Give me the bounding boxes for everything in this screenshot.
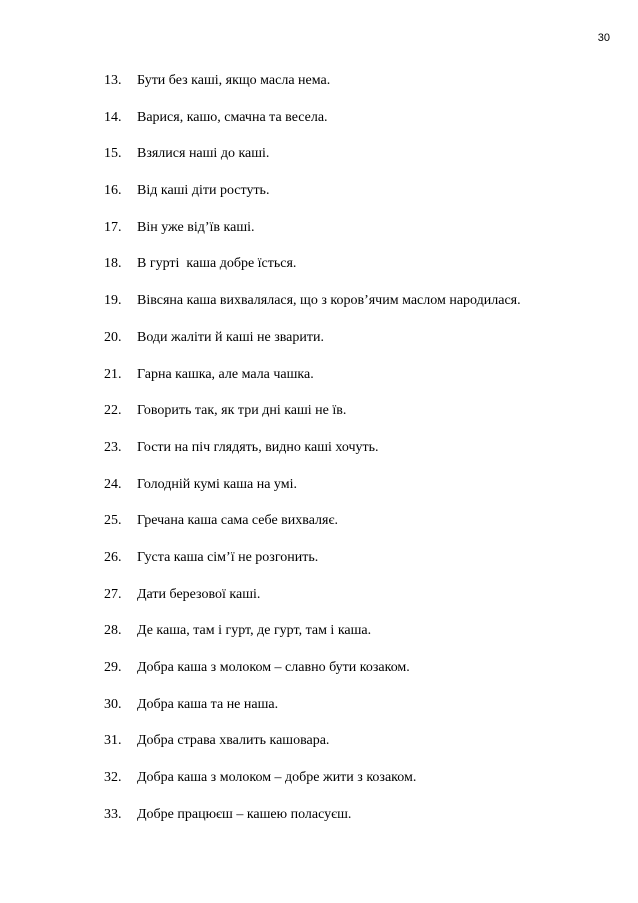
list-item (104, 145, 521, 182)
item-text: Гости на піч глядять, видно каші хочуть. (137, 439, 379, 455)
item-number: 23. (104, 439, 122, 455)
list-item (104, 806, 521, 843)
item-number: 13. (104, 73, 122, 88)
list-item (104, 659, 521, 696)
item-text: В гурті каша добре їсться. (137, 256, 297, 272)
item-text: Говорить так, як три дні каші не їв. (137, 403, 347, 419)
item-number: 17. (104, 219, 122, 235)
item-text: Води жаліти й каші не зварити. (137, 329, 324, 345)
item-number: 14. (104, 109, 122, 125)
item-text: Вівсяна каша вихвалялася, що з коров’ячим маслом народилася. (137, 293, 521, 309)
item-number: 31. (104, 733, 122, 749)
item-text: Гарна кашка, але мала чашка. (137, 366, 314, 382)
item-text: Густа каша сім’ї не розгонить. (137, 549, 319, 565)
list-item (104, 366, 521, 403)
list-item (104, 732, 521, 769)
list-item (104, 622, 521, 659)
page-number: 30 (597, 32, 610, 44)
item-number: 28. (104, 623, 122, 639)
item-text: Взялися наші до каші. (137, 146, 270, 162)
list-item (104, 182, 521, 219)
list-item (104, 696, 521, 733)
list-item (104, 72, 521, 109)
list-item (104, 512, 521, 549)
item-text: Варися, кашо, смачна та весела. (137, 109, 328, 125)
item-number: 20. (104, 329, 122, 345)
list-item (104, 255, 521, 292)
item-text: Дати березової каші. (137, 586, 261, 602)
item-number: 16. (104, 183, 122, 199)
item-number: 18. (104, 256, 122, 272)
item-text: Гречана каша сама себе вихваляє. (137, 513, 338, 529)
item-number: 32. (104, 770, 122, 786)
proverb-list (104, 72, 521, 842)
item-text: Бути без каші, якщо масла нема. (137, 73, 331, 88)
list-item (104, 329, 521, 366)
list-item (104, 769, 521, 806)
list-item (104, 586, 521, 623)
item-text: Від каші діти ростуть. (137, 183, 270, 199)
item-text: Добра страва хвалить кашовара. (137, 733, 330, 749)
item-number: 24. (104, 476, 122, 492)
item-text: Добра каша та не наша. (137, 696, 279, 712)
item-number: 26. (104, 549, 122, 565)
item-number: 22. (104, 403, 122, 419)
item-text: Добре працюєш – кашею поласуєш. (137, 806, 352, 822)
item-number: 27. (104, 586, 122, 602)
list-item (104, 109, 521, 146)
list-item (104, 402, 521, 439)
item-text: Він уже від’їв каші. (137, 219, 255, 235)
item-number: 29. (104, 660, 122, 675)
item-text: Де каша, там і гурт, де гурт, там і каша. (137, 623, 372, 639)
item-number: 25. (104, 513, 122, 529)
item-text: Добра каша з молоком – добре жити з козаком. (137, 770, 417, 786)
item-text: Добра каша з молоком – славно бути козаком. (137, 660, 410, 675)
item-number: 21. (104, 366, 122, 382)
list-item (104, 476, 521, 513)
item-text: Голодній кумі каша на умі. (137, 476, 297, 492)
item-number: 33. (104, 806, 122, 822)
list-item (104, 292, 521, 329)
item-number: 19. (104, 293, 122, 309)
list-item (104, 439, 521, 476)
item-number: 30. (104, 696, 122, 712)
list-item (104, 549, 521, 586)
item-number: 15. (104, 146, 122, 162)
list-item (104, 219, 521, 256)
